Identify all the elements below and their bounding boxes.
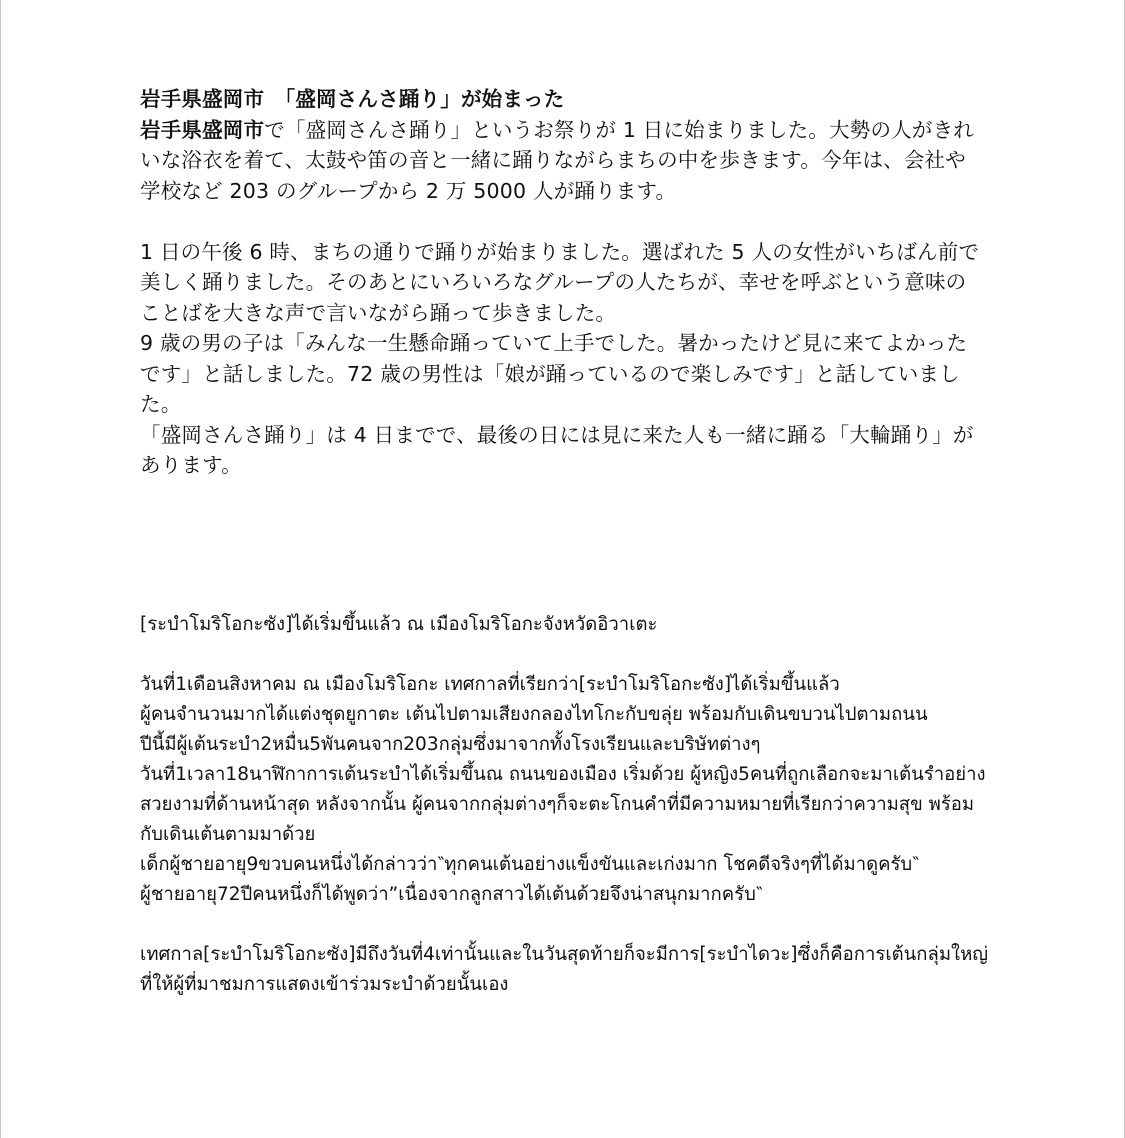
paragraph-spacer — [140, 910, 990, 940]
thai-line: ปีนี้มีผู้เต้นระบำ2หมื่น5พันคนจาก203กลุ่มซึ่งมาจากทั้งโรงเรียนและบริษัทต่างๆ — [140, 734, 761, 755]
japanese-location-lead: 岩手県盛岡市 — [140, 117, 265, 142]
japanese-title: 岩手県盛岡市 「盛岡さんさ踊り」が始まった — [140, 87, 565, 111]
japanese-paragraph-1 — [140, 115, 980, 207]
japanese-paragraph-3: 9 歳の男の子は「みんな一生懸命踊っていて上手でした。暑かったけど見に来てよかったです」と話しました。72 歳の男性は「娘が踊っているので楽しみです」と話していました。 — [140, 331, 968, 416]
page-border-left — [0, 0, 1, 1138]
paragraph-spacer — [140, 640, 990, 670]
paragraph-spacer — [140, 206, 980, 237]
japanese-paragraph-4: 「盛岡さんさ踊り」は 4 日までで、最後の日には見に来た人も一緒に踊る「大輪踊り」があります。 — [140, 422, 974, 477]
japanese-article — [140, 84, 980, 481]
thai-line: วันที่1เดือนสิงหาคม ณ เมืองโมริโอกะ เทศกาลที่เรียกว่า[ระบำโมริโอกะซัง]ได้เริ่มขึ้นแล้ว — [140, 674, 840, 695]
thai-title: [ระบำโมริโอกะซัง]ได้เริ่มขึ้นแล้ว ณ เมืองโมริโอกะจังหวัดอิวาเตะ — [140, 614, 658, 635]
japanese-paragraph-1-text: で「盛岡さんさ踊り」というお祭りが 1 日に始まりました。大勢の人がきれいな浴衣を着て、太鼓や笛の音と一緒に踊りながらまちの中を歩きます。今年は、会社や学校など 203 のグループから 2 万 5000 人が踊ります。 — [140, 117, 974, 203]
thai-article — [140, 610, 990, 1000]
thai-line: เด็กผู้ชายอายุ9ขวบคนหนึ่งได้กล่าวว่า‶ทุกคนเต้นอย่างแข็งขันและเก่งมาก โชคดีจริงๆที่ได้มาดูครับ‶ — [140, 854, 920, 875]
thai-line: ผู้ชายอายุ72ปีคนหนึ่งก็ได้พูดว่า”เนื่องจากลูกสาวได้เต้นด้วยจึงน่าสนุกมากครับ‶ — [140, 884, 763, 905]
thai-closing-paragraph: เทศกาล[ระบำโมริโอกะซัง]มีถึงวันที่4เท่านั้นและในวันสุดท้ายก็จะมีการ[ระบำไดวะ]ซึ่งก็คือการเต้นกลุ่มใหญ่ที่ให้ผู้ที่มาชมการแสดงเข้าร่วมระบำด้วยนั้นเอง — [140, 944, 989, 995]
thai-line: ผู้คนจำนวนมากได้แต่งชุดยูกาตะ เต้นไปตามเสียงกลองไทโกะกับขลุ่ย พร้อมกับเดินขบวนไปตามถนน — [140, 704, 928, 725]
japanese-paragraph-2: 1 日の午後 6 時、まちの通りで踊りが始まりました。選ばれた 5 人の女性がいちばん前で美しく踊りました。そのあとにいろいろなグループの人たちが、幸せを呼ぶという意味のことばを大きな声で言いながら踊って歩きました。 — [140, 239, 980, 325]
thai-line: วันที่1เวลา18นาฬิกาการเต้นระบำได้เริ่มขึ้นณ ถนนของเมือง เริ่มด้วย ผู้หญิง5คนที่ถูกเลือกจะมาเต้นรำอย่างสวยงามที่ด้านหน้าสุด หลังจากนั้น ผู้คนจากกลุ่มต่างๆก็จะตะโกนคำที่มีความหมายที่เรียกว่าความสุข พร้อมกับเดินเต้นตามมาด้วย — [140, 764, 986, 845]
